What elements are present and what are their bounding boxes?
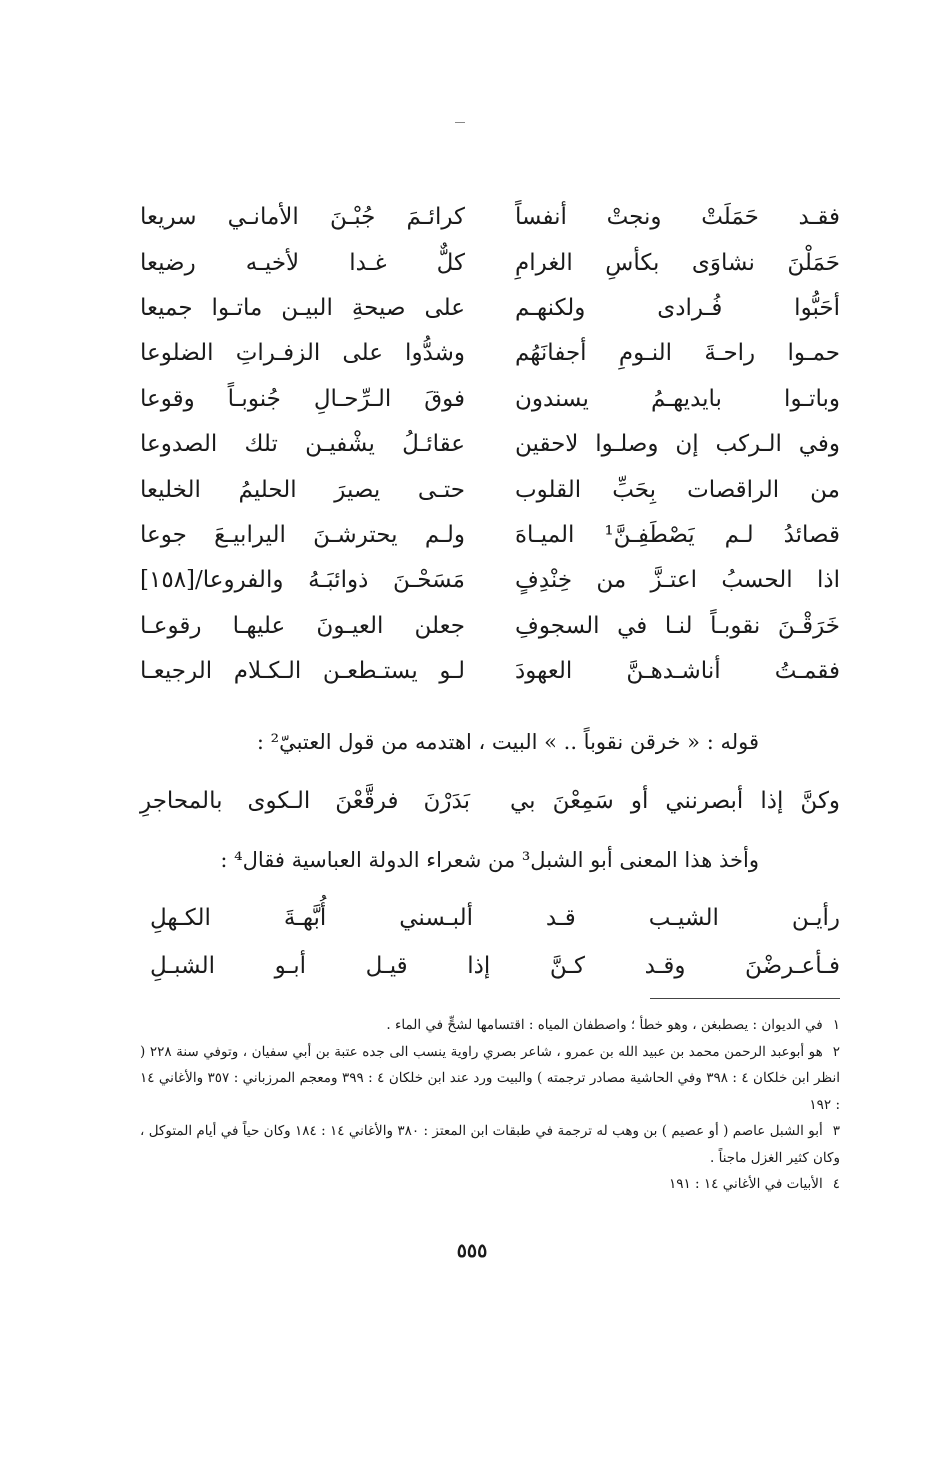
footnote-number: ١	[832, 1017, 840, 1033]
footnote-2	[140, 1039, 840, 1119]
verse-7	[140, 467, 840, 512]
first-hemistich: قصائدُ لـم يَصْطَفِـنَّ¹ الميـاهَ	[515, 521, 840, 548]
intro-line-2: وأخذ هذا المعنى أبو الشبل³ من شعراء الدولة العباسية فقال⁴ :	[220, 848, 759, 872]
second-hemistich: كرائـمَ جُبْـنَ الأمانـي سريعا	[140, 204, 465, 231]
first-hemistich: فقمـتُ أناشـدهـنَّ العهودَ	[515, 658, 840, 685]
first-hemistich: من الراقصات بِحَبِّ القلوب	[515, 476, 840, 503]
verse-3	[140, 286, 840, 331]
poem-block	[140, 195, 840, 694]
footnote-rule	[650, 998, 840, 999]
footnote-number: ٤	[832, 1176, 840, 1192]
first-hemistich: اذا الحسبُ اعتـزَّ من خِنْدِفٍ	[515, 567, 840, 594]
verse-4	[140, 331, 840, 376]
first-hemistich: أحَبُّوا فُـرادى ولكنهـم	[515, 294, 840, 321]
footnote-text: في الديوان : يصطبغن ، وهو خطأ ؛ واصطفان المياه : اقتسامها لشحٍّ في الماء .	[386, 1017, 823, 1033]
first-hemistich: وباتـوا بايديهـمُ يسندون	[515, 385, 840, 412]
second-hemistich: وشدُّوا على الزفـراتِ الضلوعا	[140, 340, 465, 367]
second-hemistich: كلٌّ غـدا لأخيـه رضيعا	[140, 249, 465, 276]
scan-speck	[455, 122, 465, 123]
second-hemistich: حتـى يصيرَ الحليمُ الخليعا	[140, 476, 465, 503]
stretched-verse-1: رأيـن الشيـب قـد ألبـسني أُبَّهـةَ الكـهلِ	[150, 905, 840, 931]
footnote-text: أبو الشبل عاصم ( أو عصيم ) بن وهب له ترجمة في طبقات ابن المعتز : ٣٨٠ والأغاني ١٤ : ١٨٤ وكان حياً في أيام المتوكل ، وكان كثير الغزل ماجناً .	[140, 1123, 840, 1166]
intro-line-1: قوله : « خرقن نقوباً .. » البيت ، اهتدمه من قول العتبيّ² :	[256, 730, 759, 754]
verse-1	[140, 195, 840, 240]
second-hemistich: جعلن العيـونَ عليهـا رقوعـا	[140, 612, 465, 639]
verse-9	[140, 558, 840, 603]
first-hemistich: وفي الـركب إن وصلـوا لاحقين	[515, 431, 840, 458]
single-verse-first-hemistich: وكنَّ إذا أبصرنني أو سَمِعْنَ بي	[510, 788, 840, 814]
footnote-text: هو أبوعبد الرحمن محمد بن عبيد الله بن عمرو ، شاعر بصري راوية ينسب الى جده عتبة بن أبي سفيان ، وتوفي سنة ٢٢٨ ( انظر ابن خلكان ٤ : ٣٩٨ وفي الحاشية مصادر ترجمته ) والبيت ورد عند ابن خلكان ٤ : ٣٩٩ ومعجم المرزباني : ٣٥٧ والأغاني ١٤ : ١٩٢	[140, 1043, 840, 1113]
first-hemistich: خَرَقْـنَ نقوبـاً لنـا في السجوفِ	[515, 612, 840, 639]
footnote-4	[140, 1171, 840, 1198]
single-verse	[140, 790, 840, 813]
single-verse-second-hemistich: بَدَرْنَ فرقَّعْنَ الـكوى بالمحاجرِ	[140, 788, 470, 814]
verse-2	[140, 240, 840, 285]
first-hemistich: فقـد حَمَلَتْ ونجتْ أنفساً	[515, 204, 840, 231]
second-hemistich: على صيحةِ البيـن ماتـوا جميعا	[140, 294, 465, 321]
footnote-number: ٣	[832, 1123, 840, 1139]
first-hemistich: حَمَلْنَ نشاوَى بكأسِ الغرامِ	[515, 249, 840, 276]
page-number: ٥٥٥	[456, 1240, 488, 1262]
footnote-number: ٢	[832, 1043, 840, 1060]
footnote-text: الأبيات في الأغاني ١٤ : ١٩١	[668, 1176, 823, 1192]
verse-6	[140, 422, 840, 467]
second-hemistich: مَسَحْـنَ ذوائبَـهُ والفروعا/[١٥٨]	[140, 567, 465, 594]
first-hemistich: حمـوا راحـةَ النـومِ أجفانَهُم	[515, 340, 840, 367]
second-hemistich: فوقَ الـرِّحـالِ جُنوبـاً وقوعا	[140, 385, 465, 412]
verse-11	[140, 649, 840, 694]
second-hemistich: ولـم يحترشـنَ اليرابيـعَ جوعا	[140, 521, 465, 548]
second-hemistich: عقائـلُ يشْفيـن تلك الصدوعا	[140, 431, 465, 458]
footnote-1	[140, 1012, 840, 1039]
verse-5	[140, 377, 840, 422]
second-hemistich: لـو يستـطعـن الـكـلام الرجيعـا	[140, 658, 465, 685]
verse-10	[140, 604, 840, 649]
footnote-3	[140, 1118, 840, 1171]
stretched-verse-2: فـأعـرضْنَ وقـد كـنَّ إذا قيـل أبـو الشبـلِ	[150, 953, 840, 979]
verse-8	[140, 513, 840, 558]
footnotes	[140, 1012, 840, 1198]
